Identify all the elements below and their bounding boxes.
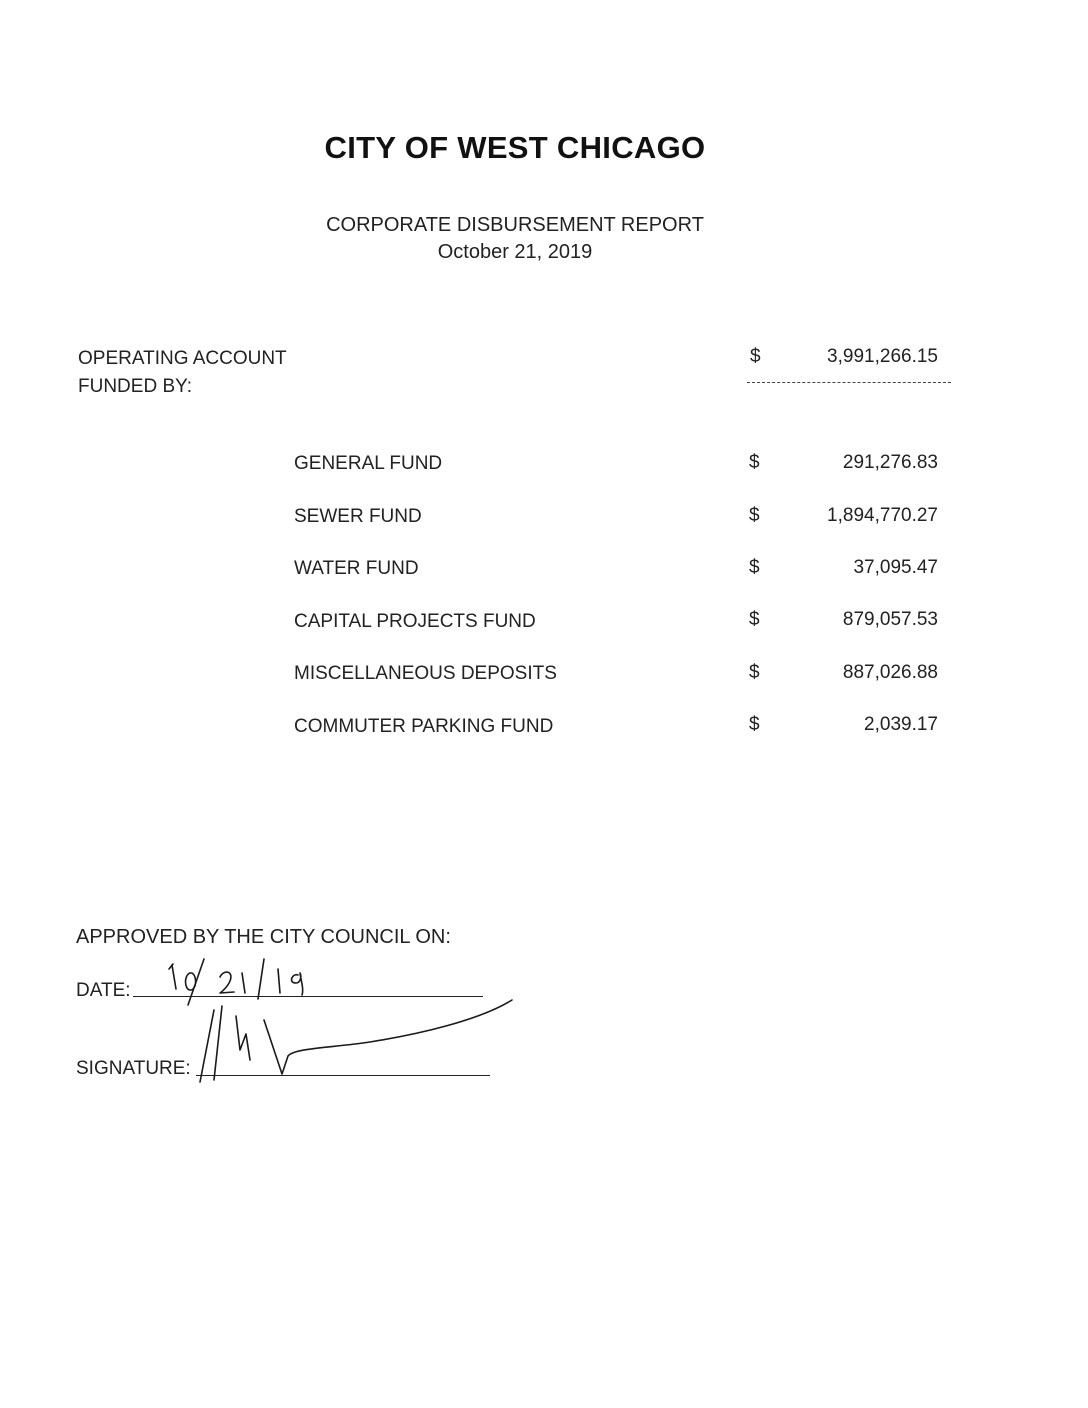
report-subtitle: CORPORATE DISBURSEMENT REPORT	[326, 214, 704, 236]
fund-name: MISCELLANEOUS DEPOSITS	[294, 663, 557, 684]
operating-account-currency: $	[750, 346, 761, 367]
operating-account-amount: 3,991,266.15	[827, 346, 938, 367]
date-label: DATE:	[76, 980, 131, 1001]
fund-currency: $	[749, 662, 760, 683]
fund-name: CAPITAL PROJECTS FUND	[294, 611, 536, 632]
funded-by-label: FUNDED BY:	[78, 376, 193, 397]
fund-currency: $	[749, 505, 760, 526]
fund-currency: $	[749, 557, 760, 578]
fund-name: WATER FUND	[294, 558, 419, 579]
fund-amount: 879,057.53	[842, 609, 938, 630]
total-dashed-rule	[747, 382, 951, 383]
fund-amount: 37,095.47	[853, 557, 938, 578]
fund-amount: 2,039.17	[864, 714, 938, 735]
fund-amount: 1,894,770.27	[827, 505, 938, 526]
approval-heading: APPROVED BY THE CITY COUNCIL ON:	[76, 926, 451, 948]
fund-amount: 887,026.88	[842, 662, 938, 683]
fund-name: COMMUTER PARKING FUND	[294, 716, 554, 737]
report-date: October 21, 2019	[437, 241, 593, 263]
fund-name: GENERAL FUND	[294, 453, 443, 474]
signature-label: SIGNATURE:	[76, 1058, 191, 1079]
operating-account-label: OPERATING ACCOUNT	[78, 348, 287, 369]
fund-currency: $	[749, 609, 760, 630]
fund-name: SEWER FUND	[294, 506, 422, 527]
handwritten-signature	[190, 990, 530, 1090]
fund-amount: 291,276.83	[842, 452, 938, 473]
document-title: CITY OF WEST CHICAGO	[324, 130, 706, 165]
fund-currency: $	[749, 714, 760, 735]
fund-currency: $	[749, 452, 760, 473]
